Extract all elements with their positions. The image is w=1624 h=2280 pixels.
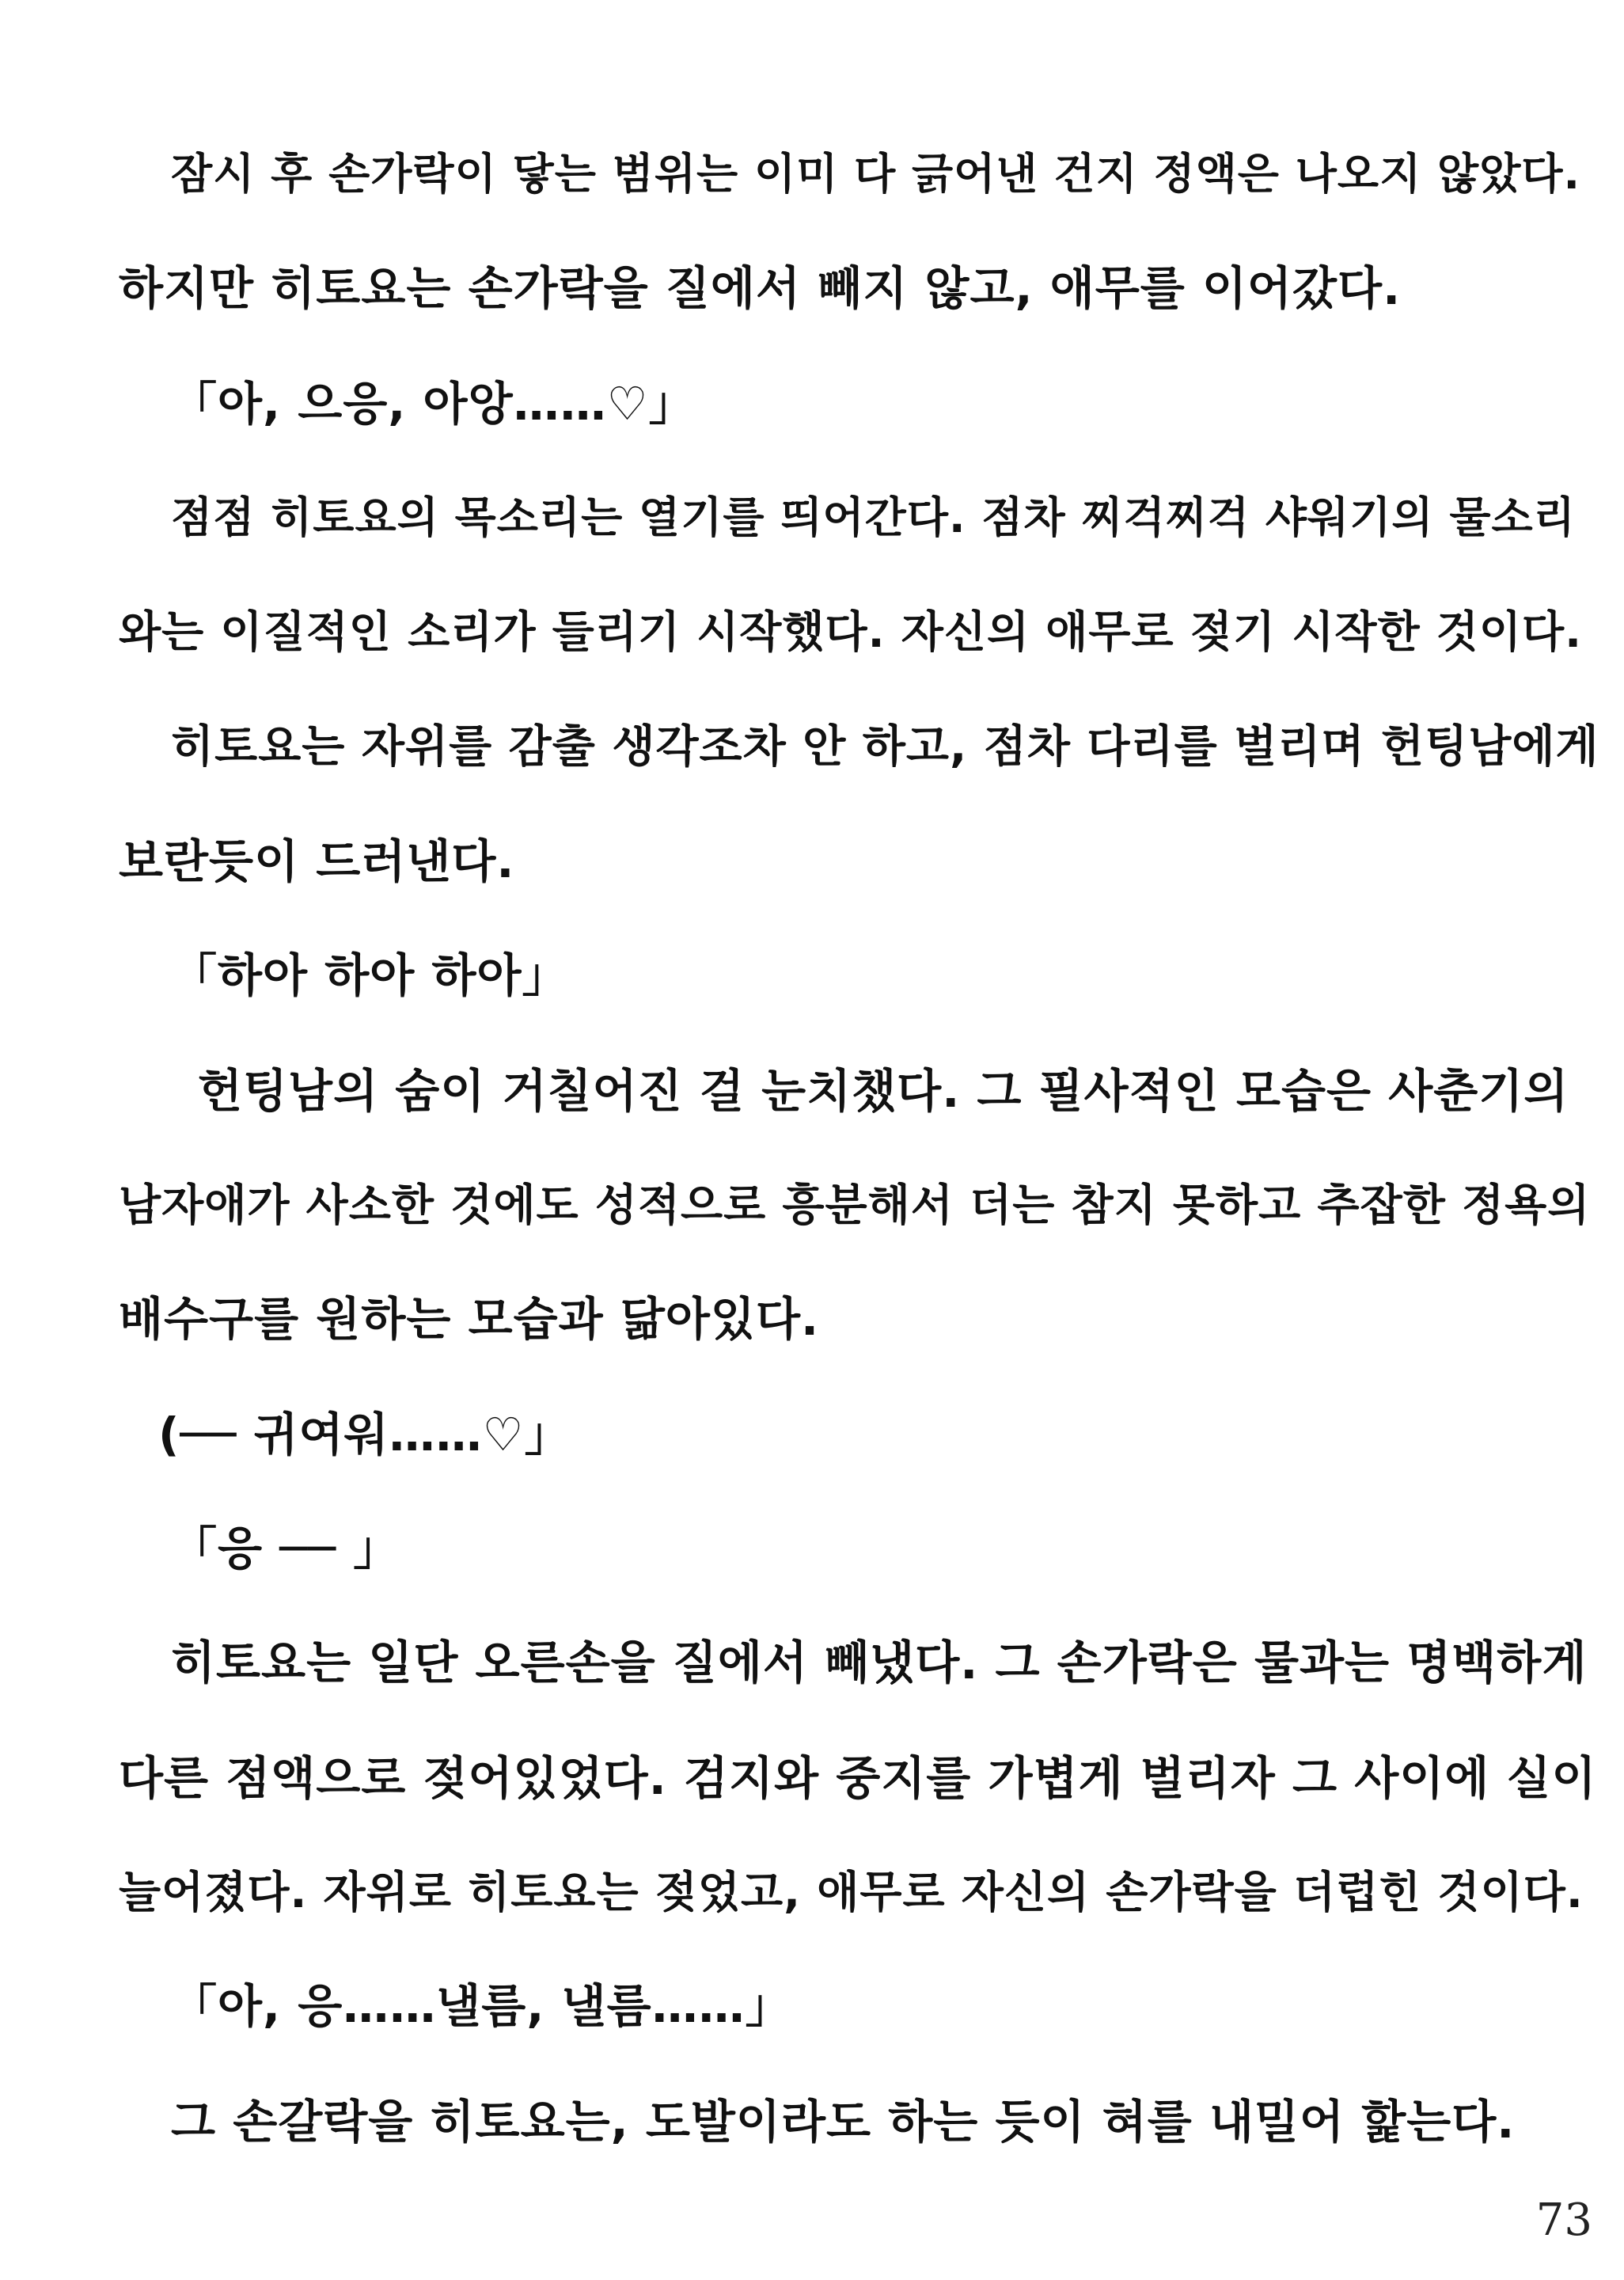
dialogue-line: 「아, 응……낼름, 낼름……」 [171, 1979, 792, 2033]
text-line: 배수구를 원하는 모습과 닮아있다. [119, 1292, 820, 1346]
thought-line: (── 귀여워……♡」 [158, 1408, 571, 1461]
text-line: 하지만 히토요는 손가락을 질에서 빼지 않고, 애무를 이어갔다. [119, 261, 1402, 315]
dialogue-line: 「응 ── 」 [171, 1522, 400, 1575]
text-line: 히토요는 일단 오른손을 질에서 빼냈다. 그 손가락은 물과는 명백하게 [171, 1636, 1588, 1689]
text-line: 잠시 후 손가락이 닿는 범위는 이미 다 긁어낸 건지 정액은 나오지 않았다. [171, 149, 1581, 199]
text-line: 헌팅남의 숨이 거칠어진 걸 눈치챘다. 그 필사적인 모습은 사춘기의 [198, 1064, 1569, 1118]
text-line: 다른 점액으로 젖어있었다. 검지와 중지를 가볍게 벌리자 그 사이에 실이 [119, 1751, 1597, 1805]
text-line: 남자애가 사소한 것에도 성적으로 흥분해서 더는 참지 못하고 추잡한 정욕의 [119, 1180, 1591, 1230]
text-line: 점점 히토요의 목소리는 열기를 띄어간다. 점차 찌걱찌걱 샤워기의 물소리 [171, 492, 1576, 542]
text-line: 보란듯이 드러낸다. [119, 834, 515, 888]
text-line: 히토요는 자위를 감출 생각조차 안 하고, 점차 다리를 벌리며 헌팅남에게 [171, 721, 1599, 773]
text-line: 그 손갈락을 히토요는, 도발이라도 하는 듯이 혀를 내밀어 핥는다. [171, 2095, 1516, 2149]
dialogue-line: 「아, 으응, 아앙……♡」 [171, 377, 696, 431]
text-line: 늘어졌다. 자위로 히토요는 젖었고, 애무로 자신의 손가락을 더럽힌 것이다. [119, 1867, 1584, 1917]
text-line: 와는 이질적인 소리가 들리기 시작했다. 자신의 애무로 젖기 시작한 것이다. [119, 606, 1583, 657]
dialogue-line: 「하아 하아 하아」 [171, 948, 569, 1002]
page-number: 73 [1535, 2194, 1592, 2246]
